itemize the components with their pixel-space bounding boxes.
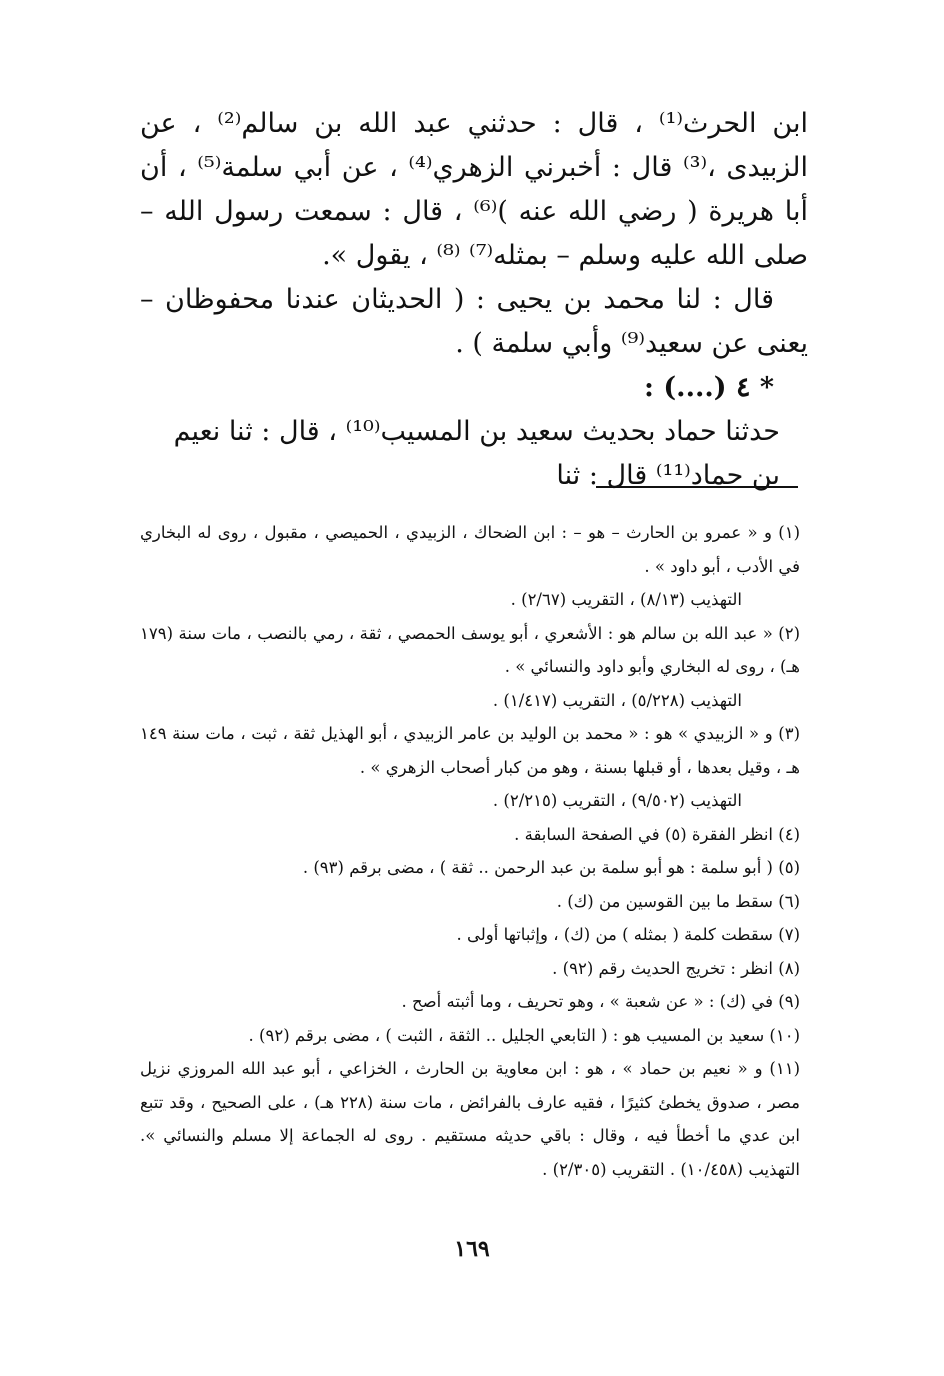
footnote-reference: التهذيب (٨/١٣) ، التقريب (٢/٦٧) . [510,590,742,609]
footnote: (٨) انظر : تخريج الحديث رقم (٩٢) . [552,958,800,978]
footnote-reference: التهذيب (٩/٥٠٢) ، التقريب (٢/٢١٥) . [492,791,742,810]
footnotes [140,516,800,1186]
main-text [140,102,808,366]
footnote: (٢) « عبد الله بن سالم هو : الأشعري ، أبو يوسف الحمصي ، ثقة ، رمي بالنصب ، مات سنة (١٧٩ هـ) ، روى له البخاري وأبو داود والنسائي » . [140,623,800,676]
footnote: (٧) سقطت كلمة ( بمثله ) من (ك) ، وإثباتها أولى . [456,925,800,944]
footnote: (١٠) سعيد بن المسيب هو : ( التابعي الجليل .. الثقة ، الثبت ) ، مضى برقم (٩٢) . [248,1025,800,1045]
main-paragraph-1: ابن الحرث⁽¹⁾ ، قال : حدثني عبد الله بن سالم⁽²⁾ ، عن الزبيدى ،⁽³⁾ قال : أخبرني الزهري⁽⁴⁾ ، عن أبي سلمة⁽⁵⁾ ، أن أبا هريرة ( رضي الله عنه )⁽⁶⁾ ، قال : سمعت رسول الله – صلى الله عليه وسلم – بمثله⁽⁷⁾ ⁽⁸⁾ ، يقول ». [140,108,809,271]
main-paragraph-2: قال : لنا محمد بن يحيى : ( الحديثان عندنا محفوظان – يعنى عن سعيد⁽⁹⁾ وأبي سلمة ) . [140,284,808,359]
section-heading: * ٤ (....) : [644,372,774,403]
footnote: (١١) و « نعيم بن حماد » ، هو : ابن معاوية بن الحارث ، الخزاعي ، أبو عبد الله المروزي نزيل مصر ، صدوق يخطئ كثيرًا ، فقيه عارف بالفرائض ، مات سنة (٢٢٨ هـ) ، على الصحيح ، وقد تتبع ابن عدي ما أخطأ فيه ، وقال : باقي حديثه مستقيم . روى له الجماعة إلا مسلم والنسائي ». التهذيب (١٠/٤٥٨) . التقريب (٢/٣٠٥) . [140,1059,801,1179]
footnote: (١) و « عمرو بن الحارث – هو – : ابن الضحاك ، الزبيدي ، الحميصي ، مقبول ، روى له البخاري في الأدب ، أبو داود » . [140,523,800,576]
footnote: (٥) ( أبو سلمة : هو أبو سلمة بن عبد الرحمن .. ثقة ) ، مضى برقم (٩٣) . [302,858,800,877]
footnote: (٦) سقط ما بين القوسين من (ك) . [556,891,800,911]
footnote: (٩) في (ك) : « عن شعبة » ، وهو تحريف ، وما أثبته أصح . [401,992,800,1011]
page-number: ١٦٩ [454,1236,490,1262]
hadith-section [140,366,780,498]
footnote: (٣) و « الزبيدي » هو : « محمد بن الوليد بن عامر الزبيدي ، أبو الهذيل ثقة ، ثبت ، مات سنة ١٤٩ هـ ، وقيل بعدها ، أو قبلها بسنة ، وهو من كبار أصحاب الزهري » . [140,724,800,777]
footnote: (٤) انظر الفقرة (٥) في الصفحة السابقة . [514,824,800,844]
footnote-separator [596,486,798,488]
footnote-reference: التهذيب (٥/٢٢٨) ، التقريب (١/٤١٧) . [492,690,742,710]
section-body: حدثنا حماد بحديث سعيد بن المسيب⁽¹⁰⁾ ، قال : ثنا نعيم بن حماد⁽¹¹⁾ قال : ثنا [173,416,780,491]
